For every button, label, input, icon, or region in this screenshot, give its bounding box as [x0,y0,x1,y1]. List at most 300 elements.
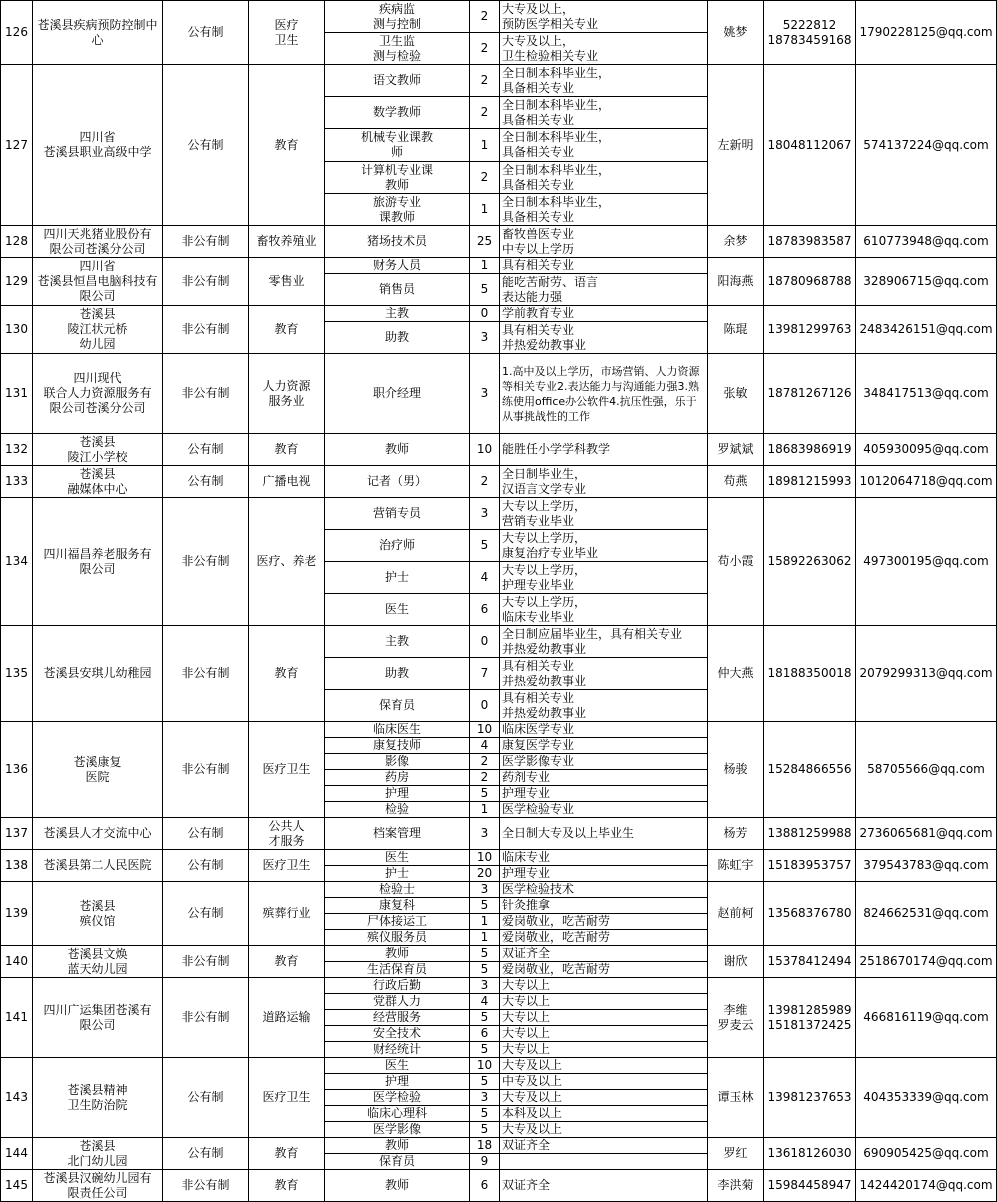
contact-email: 2518670174@qq.com [856,946,997,978]
position-requirement: 学前教育专业 [500,306,708,322]
contact-person: 李维 罗麦云 [708,978,764,1058]
contact-email: 58705566@qq.com [856,722,997,818]
position-requirement: 具有相关专业 并热爱幼教事业 [500,658,708,690]
position-name: 机械专业课教 师 [325,129,470,162]
position-count: 5 [470,1074,500,1090]
position-count: 3 [470,322,500,354]
contact-email: 497300195@qq.com [856,498,997,626]
unit-name: 四川福昌养老服务有 限公司 [33,498,163,626]
contact-phone: 15284866556 [764,722,856,818]
position-requirement: 医学检验技术 [500,882,708,898]
industry: 医疗 卫生 [249,1,325,65]
position-requirement: 全日制本科毕业生， 具备相关专业 [500,65,708,97]
position-requirement: 双证齐全 [500,1170,708,1202]
position-name: 经营服务 [325,1010,470,1026]
position-name: 主教 [325,626,470,658]
contact-email: 2079299313@qq.com [856,626,997,722]
industry: 教育 [249,1170,325,1202]
position-requirement: 本科及以上 [500,1106,708,1122]
position-name: 教师 [325,946,470,962]
position-count: 3 [470,498,500,530]
position-count: 1 [470,258,500,274]
position-count: 1 [470,914,500,930]
position-count: 5 [470,274,500,306]
position-name: 保育员 [325,690,470,722]
position-name: 康复科 [325,898,470,914]
unit-name: 四川广运集团苍溪有 限公司 [33,978,163,1058]
position-name: 治疗师 [325,530,470,562]
position-count: 1 [470,129,500,162]
position-count: 5 [470,1010,500,1026]
position-requirement: 爱岗敬业，吃苦耐劳 [500,930,708,946]
ownership-type: 非公有制 [163,946,249,978]
table-row [1,626,997,658]
ownership-type: 公有制 [163,65,249,226]
ownership-type: 非公有制 [163,978,249,1058]
table-row [1,466,997,498]
position-count: 3 [470,882,500,898]
position-count: 5 [470,1106,500,1122]
position-requirement: 大专以上学历， 康复治疗专业毕业 [500,530,708,562]
contact-person: 谭玉林 [708,1058,764,1138]
position-count: 10 [470,434,500,466]
position-requirement: 大专以上学历， 营销专业毕业 [500,498,708,530]
position-name: 临床心理科 [325,1106,470,1122]
contact-phone: 18981215993 [764,466,856,498]
position-name: 财经统计 [325,1042,470,1058]
industry: 道路运输 [249,978,325,1058]
table-row [1,1058,997,1074]
position-name: 卫生监 测与检验 [325,33,470,65]
contact-email: 348417513@qq.com [856,354,997,434]
industry: 人力资源 服务业 [249,354,325,434]
position-requirement: 大专以上 [500,978,708,994]
position-requirement: 全日制本科毕业生， 具备相关专业 [500,162,708,194]
contact-phone: 13981237653 [764,1058,856,1138]
position-count: 5 [470,946,500,962]
record-number: 128 [1,226,33,258]
contact-email: 466816119@qq.com [856,978,997,1058]
record-number: 141 [1,978,33,1058]
contact-email: 1012064718@qq.com [856,466,997,498]
contact-person: 苟燕 [708,466,764,498]
position-requirement: 具有相关专业 [500,258,708,274]
position-name: 护士 [325,866,470,882]
position-name: 党群人力 [325,994,470,1010]
record-number: 134 [1,498,33,626]
table-row [1,722,997,738]
record-number: 135 [1,626,33,722]
position-requirement: 具有相关专业 并热爱幼教事业 [500,690,708,722]
position-requirement: 大专及以上 [500,1058,708,1074]
position-count: 10 [470,722,500,738]
table-row [1,978,997,994]
position-requirement: 大专以上学历， 临床专业毕业 [500,594,708,626]
position-count: 10 [470,1058,500,1074]
ownership-type: 非公有制 [163,722,249,818]
position-requirement: 临床医学专业 [500,722,708,738]
contact-email: 574137224@qq.com [856,65,997,226]
table-row [1,818,997,850]
contact-person: 李洪菊 [708,1170,764,1202]
industry: 教育 [249,946,325,978]
position-requirement: 全日制本科毕业生， 具备相关专业 [500,129,708,162]
position-requirement: 爱岗敬业，吃苦耐劳 [500,962,708,978]
position-count: 2 [470,65,500,97]
contact-phone: 18188350018 [764,626,856,722]
contact-person: 杨芳 [708,818,764,850]
ownership-type: 公有制 [163,1058,249,1138]
industry: 教育 [249,1138,325,1170]
ownership-type: 非公有制 [163,354,249,434]
position-name: 教师 [325,1170,470,1202]
contact-person: 陈琨 [708,306,764,354]
record-number: 144 [1,1138,33,1170]
ownership-type: 公有制 [163,882,249,946]
position-count: 4 [470,738,500,754]
unit-name: 苍溪县 殡仪馆 [33,882,163,946]
position-count: 7 [470,658,500,690]
table-row [1,1,997,33]
position-requirement: 大专以上 [500,1026,708,1042]
table-row [1,498,997,530]
position-name: 营销专员 [325,498,470,530]
table-row [1,1170,997,1202]
ownership-type: 非公有制 [163,1170,249,1202]
position-name: 疾病监 测与控制 [325,1,470,33]
position-name: 教师 [325,1138,470,1154]
position-count: 2 [470,754,500,770]
position-name: 猪场技术员 [325,226,470,258]
record-number: 136 [1,722,33,818]
position-requirement: 大专及以上， 卫生检验相关专业 [500,33,708,65]
contact-person: 陈虹宇 [708,850,764,882]
position-count: 1 [470,802,500,818]
ownership-type: 公有制 [163,434,249,466]
position-count: 3 [470,1090,500,1106]
position-name: 康复技师 [325,738,470,754]
record-number: 127 [1,65,33,226]
position-name: 护士 [325,562,470,594]
industry: 公共人 才服务 [249,818,325,850]
position-name: 销售员 [325,274,470,306]
table-row [1,306,997,322]
contact-email: 379543783@qq.com [856,850,997,882]
contact-person: 杨骏 [708,722,764,818]
table-row [1,434,997,466]
position-name: 生活保育员 [325,962,470,978]
contact-person: 仲大燕 [708,626,764,722]
position-count: 2 [470,466,500,498]
position-requirement: 全日制大专及以上毕业生 [500,818,708,850]
unit-name: 苍溪县 陵江小学校 [33,434,163,466]
position-requirement: 双证齐全 [500,946,708,962]
position-name: 医生 [325,850,470,866]
position-name: 护理 [325,1074,470,1090]
position-requirement: 畜牧兽医专业 中专以上学历 [500,226,708,258]
ownership-type: 公有制 [163,1138,249,1170]
unit-name: 四川天兆猪业股份有 限公司苍溪分公司 [33,226,163,258]
unit-name: 四川省 苍溪县恒昌电脑科技有 限公司 [33,258,163,306]
contact-phone: 15892263062 [764,498,856,626]
position-count: 18 [470,1138,500,1154]
position-count: 5 [470,1122,500,1138]
industry: 零售业 [249,258,325,306]
position-name: 药房 [325,770,470,786]
position-count: 10 [470,850,500,866]
position-name: 影像 [325,754,470,770]
position-requirement: 全日制应届毕业生，具有相关专业 并热爱幼教事业 [500,626,708,658]
position-count: 1 [470,194,500,226]
unit-name: 四川省 苍溪县职业高级中学 [33,65,163,226]
position-count: 2 [470,97,500,129]
ownership-type: 非公有制 [163,498,249,626]
position-name: 记者（男） [325,466,470,498]
position-name: 医学影像 [325,1122,470,1138]
contact-phone: 18783983587 [764,226,856,258]
position-count: 2 [470,162,500,194]
unit-name: 四川现代 联合人力资源服务有 限公司苍溪分公司 [33,354,163,434]
position-requirement: 能吃苦耐劳、语言 表达能力强 [500,274,708,306]
contact-email: 824662531@qq.com [856,882,997,946]
contact-phone: 18683986919 [764,434,856,466]
record-number: 130 [1,306,33,354]
contact-phone: 13981299763 [764,306,856,354]
contact-phone: 13981285989 15181372425 [764,978,856,1058]
position-count: 5 [470,962,500,978]
table-row [1,850,997,866]
industry: 医疗卫生 [249,850,325,882]
position-count: 3 [470,818,500,850]
record-number: 126 [1,1,33,65]
position-count: 5 [470,1042,500,1058]
ownership-type: 公有制 [163,818,249,850]
contact-person: 阳海燕 [708,258,764,306]
industry: 畜牧养殖业 [249,226,325,258]
position-requirement: 爱岗敬业，吃苦耐劳 [500,914,708,930]
position-name: 保育员 [325,1154,470,1170]
record-number: 139 [1,882,33,946]
position-count: 6 [470,594,500,626]
ownership-type: 非公有制 [163,626,249,722]
table-row [1,258,997,274]
position-requirement: 双证齐全 [500,1138,708,1154]
ownership-type: 非公有制 [163,226,249,258]
contact-phone: 13568376780 [764,882,856,946]
recruitment-table-body [1,1,997,1202]
unit-name: 苍溪县疾病预防控制中心 [33,1,163,65]
position-requirement [500,1154,708,1170]
contact-phone: 13618126030 [764,1138,856,1170]
unit-name: 苍溪县 陵江状元桥 幼儿园 [33,306,163,354]
contact-email: 2483426151@qq.com [856,306,997,354]
ownership-type: 公有制 [163,850,249,882]
table-row [1,354,997,434]
position-name: 职介经理 [325,354,470,434]
position-count: 5 [470,898,500,914]
position-name: 尸体接运工 [325,914,470,930]
contact-email: 610773948@qq.com [856,226,997,258]
record-number: 140 [1,946,33,978]
contact-phone: 15378412494 [764,946,856,978]
industry: 教育 [249,626,325,722]
position-name: 数学教师 [325,97,470,129]
position-count: 1 [470,930,500,946]
position-name: 语文教师 [325,65,470,97]
contact-phone: 18781267126 [764,354,856,434]
position-count: 2 [470,770,500,786]
record-number: 132 [1,434,33,466]
position-name: 安全技术 [325,1026,470,1042]
position-name: 助教 [325,322,470,354]
position-name: 医生 [325,1058,470,1074]
contact-person: 张敏 [708,354,764,434]
contact-phone: 15984458947 [764,1170,856,1202]
contact-phone: 13881259988 [764,818,856,850]
record-number: 131 [1,354,33,434]
position-name: 检验 [325,802,470,818]
position-count: 2 [470,33,500,65]
contact-phone: 18048112067 [764,65,856,226]
position-requirement: 临床专业 [500,850,708,866]
industry: 教育 [249,306,325,354]
position-count: 5 [470,530,500,562]
unit-name: 苍溪县汉碗幼儿园有 限责任公司 [33,1170,163,1202]
position-name: 检验士 [325,882,470,898]
position-count: 3 [470,978,500,994]
contact-person: 赵前柯 [708,882,764,946]
position-name: 行政后勤 [325,978,470,994]
position-name: 医学检验 [325,1090,470,1106]
position-requirement: 具有相关专业 并热爱幼教事业 [500,322,708,354]
record-number: 129 [1,258,33,306]
ownership-type: 公有制 [163,466,249,498]
contact-person: 余梦 [708,226,764,258]
unit-name: 苍溪康复 医院 [33,722,163,818]
position-requirement: 全日制本科毕业生， 具备相关专业 [500,194,708,226]
position-name: 计算机专业课 教师 [325,162,470,194]
position-count: 0 [470,626,500,658]
unit-name: 苍溪县人才交流中心 [33,818,163,850]
position-name: 旅游专业 课教师 [325,194,470,226]
unit-name: 苍溪县安琪儿幼稚园 [33,626,163,722]
ownership-type: 非公有制 [163,306,249,354]
contact-email: 404353339@qq.com [856,1058,997,1138]
contact-person: 左新明 [708,65,764,226]
unit-name: 苍溪县 北门幼儿园 [33,1138,163,1170]
contact-email: 328906715@qq.com [856,258,997,306]
position-requirement: 护理专业 [500,866,708,882]
industry: 教育 [249,434,325,466]
position-name: 教师 [325,434,470,466]
table-row [1,946,997,962]
position-count: 9 [470,1154,500,1170]
position-requirement: 中专及以上 [500,1074,708,1090]
position-count: 6 [470,1170,500,1202]
position-requirement: 康复医学专业 [500,738,708,754]
industry: 医疗、养老 [249,498,325,626]
position-name: 助教 [325,658,470,690]
table-row [1,1138,997,1154]
position-requirement: 1.高中及以上学历，市场营销、人力资源等相关专业2.表达能力与沟通能力强3.熟练使用office办公软件4.抗压性强，乐于从事挑战性的工作 [500,354,708,434]
unit-name: 苍溪县第二人民医院 [33,850,163,882]
industry: 医疗卫生 [249,1058,325,1138]
position-name: 护理 [325,786,470,802]
position-name: 主教 [325,306,470,322]
record-number: 145 [1,1170,33,1202]
contact-person: 姚梦 [708,1,764,65]
position-count: 0 [470,306,500,322]
position-requirement: 护理专业 [500,786,708,802]
contact-email: 1424420174@qq.com [856,1170,997,1202]
position-requirement: 大专及以上， 预防医学相关专业 [500,1,708,33]
ownership-type: 非公有制 [163,258,249,306]
position-requirement: 大专以上 [500,1042,708,1058]
contact-person: 罗红 [708,1138,764,1170]
contact-email: 405930095@qq.com [856,434,997,466]
contact-email: 1790228125@qq.com [856,1,997,65]
record-number: 133 [1,466,33,498]
position-name: 医生 [325,594,470,626]
position-count: 20 [470,866,500,882]
industry: 殡葬行业 [249,882,325,946]
position-requirement: 能胜任小学学科教学 [500,434,708,466]
position-count: 2 [470,1,500,33]
position-name: 临床医生 [325,722,470,738]
position-requirement: 大专及以上 [500,1122,708,1138]
unit-name: 苍溪县精神 卫生防治院 [33,1058,163,1138]
table-row [1,226,997,258]
position-name: 档案管理 [325,818,470,850]
position-requirement: 药剂专业 [500,770,708,786]
position-count: 4 [470,562,500,594]
contact-person: 谢欣 [708,946,764,978]
position-requirement: 大专以上学历， 护理专业毕业 [500,562,708,594]
contact-email: 690905425@qq.com [856,1138,997,1170]
contact-phone: 5222812 18783459168 [764,1,856,65]
position-requirement: 大专及以上 [500,1090,708,1106]
record-number: 138 [1,850,33,882]
industry: 教育 [249,65,325,226]
position-requirement: 全日制毕业生， 汉语言文学专业 [500,466,708,498]
unit-name: 苍溪县 融媒体中心 [33,466,163,498]
position-count: 4 [470,994,500,1010]
position-name: 财务人员 [325,258,470,274]
contact-person: 罗斌斌 [708,434,764,466]
position-name: 殡仪服务员 [325,930,470,946]
position-requirement: 针灸推拿 [500,898,708,914]
table-row [1,882,997,898]
position-count: 5 [470,786,500,802]
industry: 广播电视 [249,466,325,498]
position-count: 3 [470,354,500,434]
industry: 医疗卫生 [249,722,325,818]
contact-phone: 18780968788 [764,258,856,306]
record-number: 143 [1,1058,33,1138]
unit-name: 苍溪县文焕 蓝天幼儿园 [33,946,163,978]
position-count: 0 [470,690,500,722]
contact-person: 苟小霞 [708,498,764,626]
position-requirement: 全日制本科毕业生， 具备相关专业 [500,97,708,129]
table-row [1,65,997,97]
position-requirement: 大专以上 [500,1010,708,1026]
position-requirement: 医学检验专业 [500,802,708,818]
position-count: 25 [470,226,500,258]
position-count: 6 [470,1026,500,1042]
position-requirement: 医学影像专业 [500,754,708,770]
record-number: 137 [1,818,33,850]
ownership-type: 公有制 [163,1,249,65]
